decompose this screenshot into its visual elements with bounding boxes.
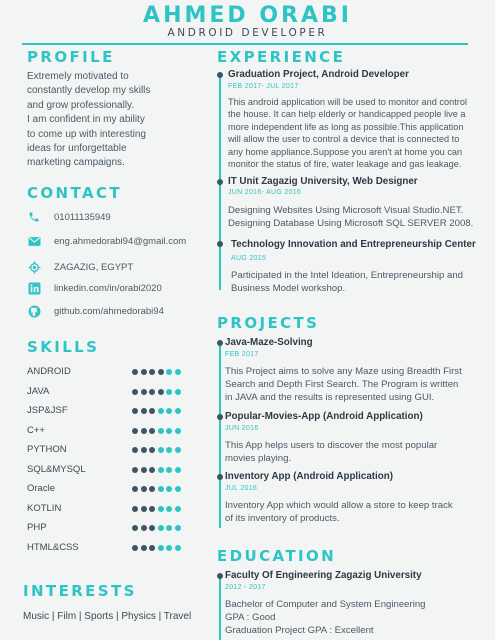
skill-dot-empty: [175, 486, 181, 492]
skill-dot-filled: [141, 428, 147, 434]
skill-dot-filled: [132, 408, 138, 414]
skill-dot-filled: [141, 389, 147, 395]
email-address[interactable]: eng.ahmedorabi94@gmail.com: [54, 235, 187, 247]
skill-dot-empty: [158, 506, 164, 512]
profile-line: I am confident in my ability: [27, 114, 145, 126]
skill-dot-filled: [132, 506, 138, 512]
project-date: JUN 2016: [225, 425, 259, 432]
skill-dot-empty: [166, 506, 172, 512]
project-title: Java-Maze-Solving: [225, 337, 313, 348]
contact-linkedin: [27, 280, 162, 296]
skill-dot-empty: [166, 486, 172, 492]
profile-line: marketing campaigns.: [27, 157, 125, 169]
experience-date: AUG 2015: [231, 255, 267, 262]
skill-dot-empty: [166, 369, 172, 375]
location-icon: [27, 260, 41, 274]
skill-dot-empty: [175, 545, 181, 551]
skill-name: KOTLIN: [27, 502, 62, 514]
skill-dot-empty: [175, 369, 181, 375]
profile-line: constantly develop my skills: [27, 85, 151, 97]
description-line: Bachelor of Computer and System Engineering: [225, 599, 426, 610]
skill-dot-filled: [149, 525, 155, 531]
description-line: any home appliance.Suppose you aren't at home you can: [228, 146, 463, 157]
skill-dot-empty: [166, 545, 172, 551]
location-text: ZAGAZIG, EGYPT: [54, 261, 134, 273]
phone-number: 01011135949: [54, 211, 111, 223]
skill-dot-empty: [175, 447, 181, 453]
skill-dot-filled: [132, 467, 138, 473]
skill-level-dots: [132, 525, 184, 531]
description-line: Designing Database Using Microsoft SQL SERVER 2008.: [228, 218, 474, 229]
skill-dot-empty: [158, 486, 164, 492]
skill-dot-empty: [175, 408, 181, 414]
timeline-dot: [217, 179, 223, 185]
timeline-dot: [217, 474, 223, 480]
skill-level-dots: [132, 545, 184, 551]
skill-dot-filled: [158, 389, 164, 395]
experience-title: IT Unit Zagazig University, Web Designer: [228, 176, 418, 187]
phone-icon: [27, 210, 41, 224]
skill-dot-filled: [149, 428, 155, 434]
skill-name: Oracle: [27, 483, 55, 494]
description-line: Graduation Project GPA : Excellent: [225, 625, 374, 636]
skill-dot-filled: [141, 408, 147, 414]
skill-dot-filled: [141, 545, 147, 551]
skill-dot-empty: [166, 525, 172, 531]
description-line: Designing Websites Using Microsoft Visual Studio.NET.: [228, 205, 464, 216]
project-date: JUL 2016: [225, 485, 258, 492]
project-description: [225, 439, 493, 465]
skill-name: HTML&CSS: [27, 541, 79, 553]
skill-dot-empty: [175, 467, 181, 473]
candidate-title: ANDROID DEVELOPER: [167, 27, 328, 39]
experience-title: Graduation Project, Android Developer: [228, 69, 409, 80]
project-date: FEB 2017: [225, 351, 259, 358]
experience-description: [231, 269, 493, 295]
experience-title: Technology Innovation and Entrepreneurship Center: [231, 239, 476, 250]
skill-dot-filled: [149, 467, 155, 473]
linkedin-icon: [27, 281, 41, 295]
projects-heading: PROJECTS: [217, 314, 320, 332]
skill-dot-empty: [175, 428, 181, 434]
skill-dot-filled: [149, 545, 155, 551]
skill-dot-filled: [132, 525, 138, 531]
skill-dot-filled: [141, 506, 147, 512]
skill-level-dots: [132, 369, 184, 375]
skill-dot-filled: [132, 389, 138, 395]
skill-row: [27, 405, 187, 419]
description-line: Participated in the Intel Ideation, Entrepreneurship and: [231, 270, 464, 281]
linkedin-url[interactable]: linkedin.com/in/orabi2020: [54, 282, 162, 294]
skill-level-dots: [132, 389, 184, 395]
skill-level-dots: [132, 428, 184, 434]
timeline-dot: [217, 573, 223, 579]
github-icon: [27, 304, 41, 318]
skill-dot-filled: [132, 486, 138, 492]
description-line: will allow the user to control a device that is connected to: [228, 134, 460, 145]
skill-dot-empty: [166, 467, 172, 473]
skill-dot-empty: [158, 525, 164, 531]
experience-date: JUN 2016- AUG 2016: [228, 189, 302, 196]
skill-dot-filled: [141, 369, 147, 375]
project-title: Popular-Movies-App (Android Application): [225, 411, 423, 422]
experience-description: [228, 96, 490, 170]
timeline-dot: [217, 72, 223, 78]
skill-name: PYTHON: [27, 444, 67, 455]
timeline-dot: [217, 414, 223, 420]
skill-row: [27, 444, 187, 458]
skill-dot-filled: [149, 369, 155, 375]
skill-dot-filled: [149, 389, 155, 395]
skill-dot-filled: [149, 486, 155, 492]
skill-dot-empty: [158, 467, 164, 473]
skill-row: [27, 425, 187, 439]
contact-github: [27, 303, 164, 319]
skill-dot-empty: [158, 428, 164, 434]
skill-row: [27, 542, 187, 556]
skill-dot-empty: [166, 389, 172, 395]
skill-level-dots: [132, 486, 184, 492]
timeline-dot: [217, 340, 223, 346]
github-url[interactable]: github.com/ahmedorabi94: [54, 305, 164, 317]
skill-row: [27, 503, 187, 517]
profile-line: Extremely motivated to: [27, 71, 129, 82]
skill-dot-empty: [158, 447, 164, 453]
skill-row: [27, 386, 187, 400]
education-title: Faculty Of Engineering Zagazig University: [225, 570, 422, 581]
project-description: [225, 499, 493, 525]
project-title: Inventory App (Android Application): [225, 471, 393, 482]
projects-timeline: [219, 342, 221, 528]
skill-dot-filled: [149, 506, 155, 512]
description-line: GPA : Good: [225, 612, 276, 623]
profile-line: and grow professionally.: [27, 99, 135, 111]
skill-level-dots: [132, 408, 184, 414]
description-line: in JAVA and the results is represented using GUI.: [225, 392, 435, 403]
skill-dot-empty: [158, 408, 164, 414]
education-timeline: [219, 574, 221, 640]
skill-dot-empty: [175, 389, 181, 395]
contact-location: [27, 259, 133, 275]
profile-line: ideas for unforgettable: [27, 143, 127, 155]
contact-phone: [27, 209, 111, 225]
skill-dot-empty: [175, 525, 181, 531]
skill-dot-empty: [175, 506, 181, 512]
description-line: monitor the status of fire, water leakage and gas leakage.: [228, 159, 462, 170]
skill-name: ANDROID: [27, 366, 71, 377]
email-icon: [27, 234, 41, 248]
description-line: This App helps users to discover the most popular: [225, 440, 438, 451]
description-line: This android application will be used to monitor and control: [228, 97, 468, 107]
skill-name: PHP: [27, 522, 47, 533]
skill-dot-filled: [141, 467, 147, 473]
description-line: Inventory App which would allow a store to keep track: [225, 500, 453, 511]
description-line: This Project aims to solve any Maze using Breadth First: [225, 366, 462, 377]
description-line: of its inventory of products.: [225, 513, 340, 524]
skill-dot-filled: [158, 369, 164, 375]
education-heading: EDUCATION: [217, 547, 337, 565]
education-date: 2012 - 2017: [225, 584, 266, 591]
skill-dot-empty: [166, 428, 172, 434]
skill-row: [27, 522, 187, 536]
skill-dot-filled: [132, 545, 138, 551]
education-description: [225, 598, 493, 637]
skill-name: C++: [27, 424, 45, 436]
candidate-name: AHMED ORABI: [143, 3, 352, 28]
skill-dot-empty: [158, 545, 164, 551]
description-line: more independent life as long as possible.This application: [228, 121, 464, 132]
skill-dot-empty: [166, 447, 172, 453]
timeline-dot: [217, 241, 223, 247]
profile-text: [27, 70, 207, 171]
skill-dot-filled: [141, 525, 147, 531]
contact-heading: CONTACT: [27, 184, 123, 202]
description-line: the house. It can help elderly or handicapped people live a: [228, 109, 466, 120]
interests-heading: INTERESTS: [23, 582, 137, 600]
experience-heading: EXPERIENCE: [217, 48, 346, 66]
skill-name: JAVA: [27, 385, 50, 397]
skill-level-dots: [132, 467, 184, 473]
skill-row: [27, 464, 187, 478]
profile-line: to come up with interesting: [27, 128, 146, 140]
header-divider: [22, 43, 468, 45]
description-line: Search and Depth First Search. The Program is written: [225, 379, 459, 390]
skill-row: [27, 366, 187, 380]
skill-dot-filled: [132, 428, 138, 434]
skill-dot-empty: [166, 408, 172, 414]
project-description: [225, 365, 493, 404]
skill-name: JSP&JSF: [27, 405, 68, 416]
skill-level-dots: [132, 506, 184, 512]
profile-heading: PROFILE: [27, 48, 115, 66]
skill-row: [27, 483, 187, 497]
experience-description: [228, 204, 493, 230]
skill-dot-filled: [132, 447, 138, 453]
description-line: Business Model workshop.: [231, 283, 346, 294]
experience-date: FEB 2017- JUL 2017: [228, 83, 299, 90]
skill-dot-filled: [141, 447, 147, 453]
skill-dot-filled: [149, 408, 155, 414]
skill-dot-filled: [132, 369, 138, 375]
interests-text: Music | Film | Sports | Physics | Travel: [23, 611, 192, 622]
skill-level-dots: [132, 447, 184, 453]
skill-dot-filled: [149, 447, 155, 453]
skills-heading: SKILLS: [27, 338, 100, 356]
skill-name: SQL&MYSQL: [27, 463, 86, 475]
contact-email: [27, 233, 186, 249]
skill-dot-filled: [141, 486, 147, 492]
description-line: movies playing.: [225, 453, 292, 464]
